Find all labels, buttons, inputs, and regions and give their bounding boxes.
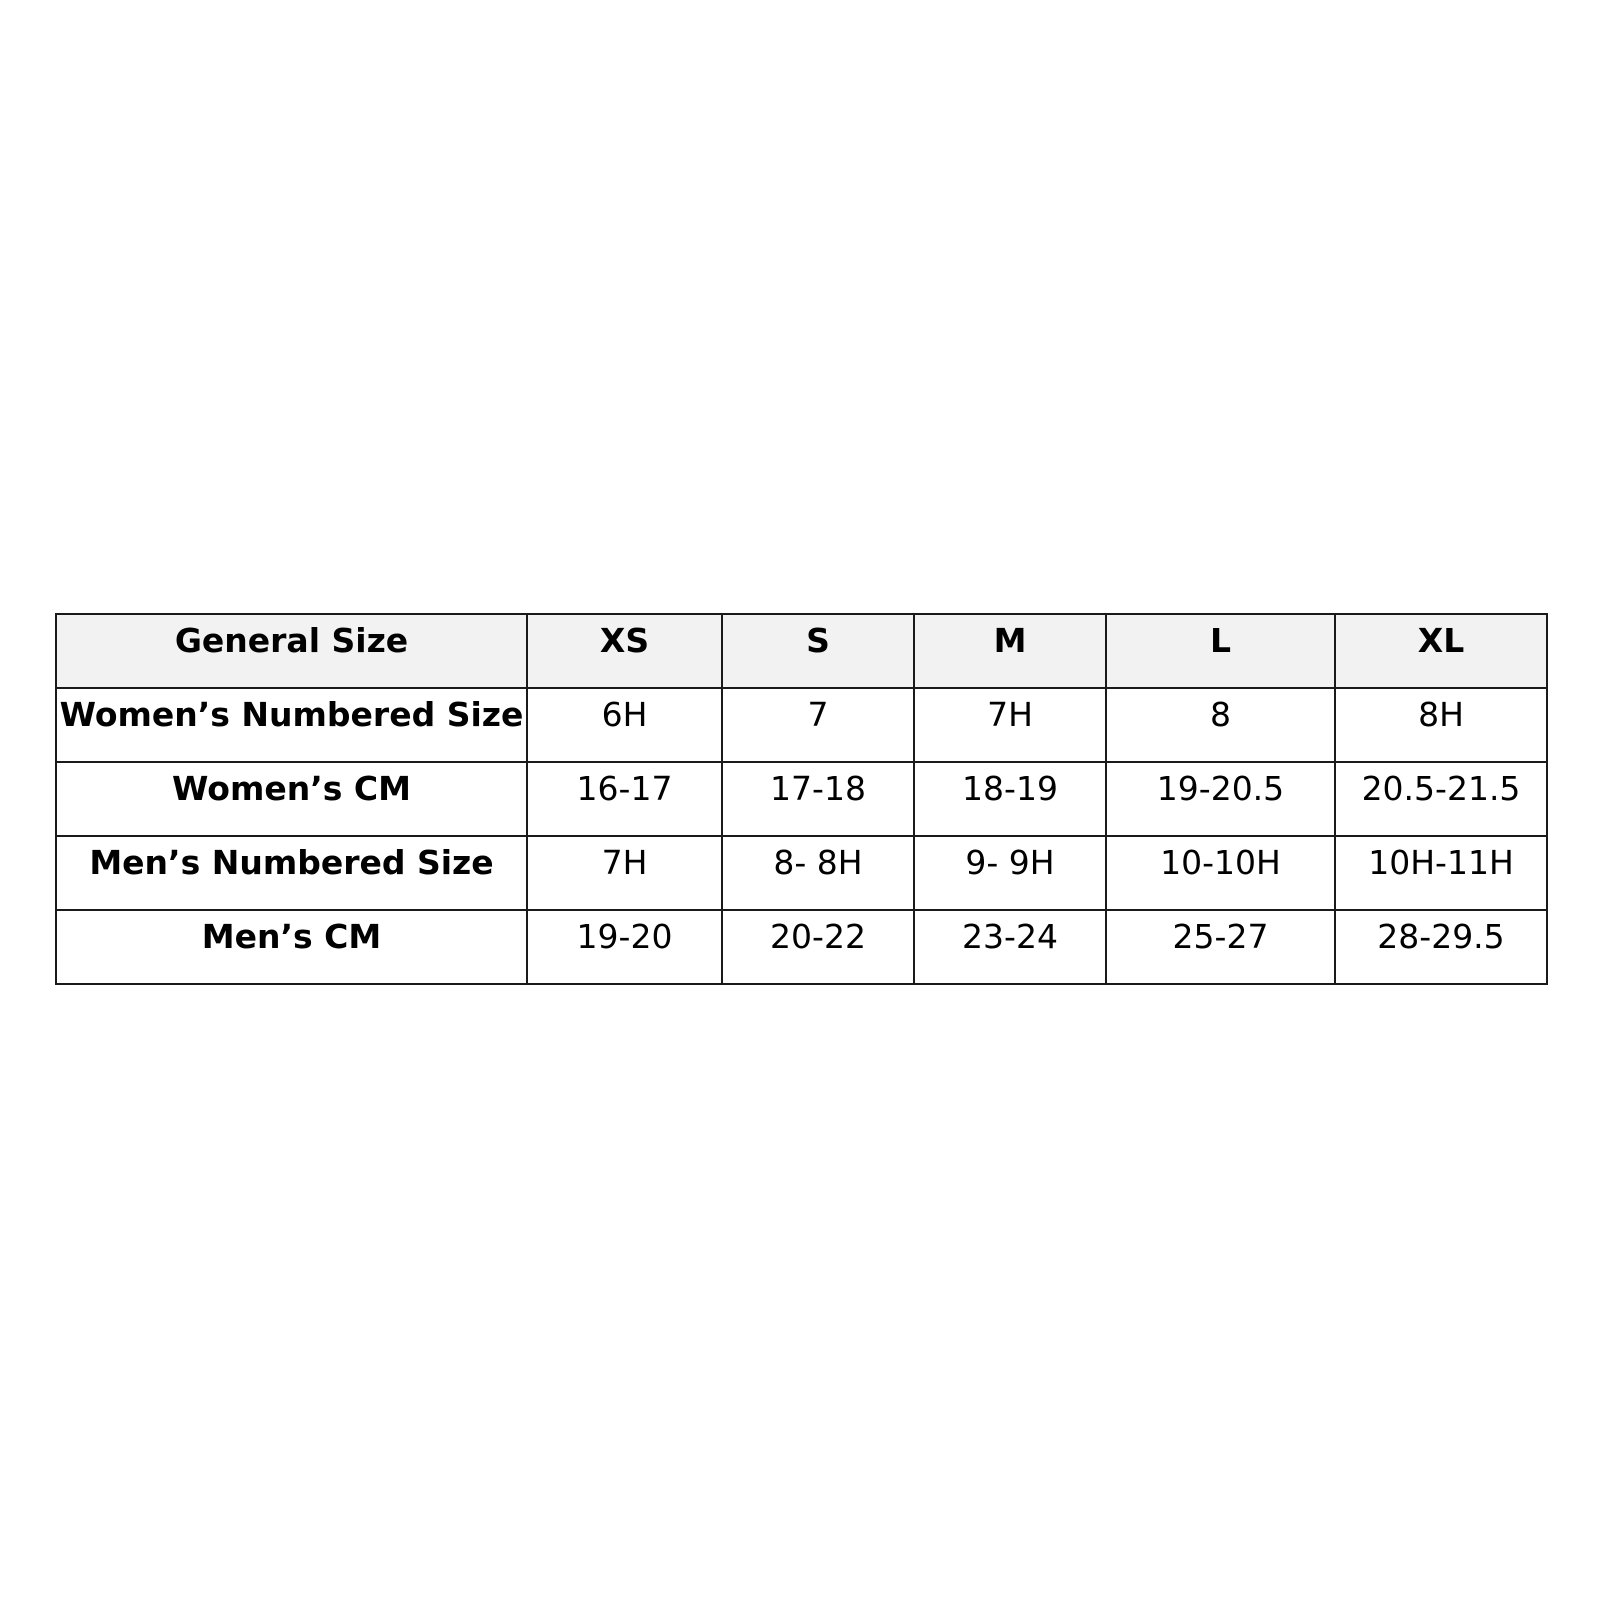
table-cell: 6H [527,688,722,762]
table-cell: 18-19 [914,762,1106,836]
table-row [56,688,1547,762]
table-cell: 7H [527,836,722,910]
table-row [56,910,1547,984]
table-cell: 20.5-21.5 [1335,762,1547,836]
table-cell: 8H [1335,688,1547,762]
table-cell: 20-22 [722,910,914,984]
header-cell-xs: XS [527,614,722,688]
table-cell: 8 [1106,688,1335,762]
table-cell: 10H-11H [1335,836,1547,910]
table-cell: 8- 8H [722,836,914,910]
size-chart-table [55,613,1548,985]
row-label: Men’s Numbered Size [56,836,527,910]
table-cell: 7 [722,688,914,762]
table-cell: 19-20 [527,910,722,984]
row-label: Women’s CM [56,762,527,836]
table-cell: 10-10H [1106,836,1335,910]
table-cell: 23-24 [914,910,1106,984]
header-cell-general-size: General Size [56,614,527,688]
row-label: Women’s Numbered Size [56,688,527,762]
table-row [56,836,1547,910]
table-cell: 19-20.5 [1106,762,1335,836]
header-cell-l: L [1106,614,1335,688]
header-cell-xl: XL [1335,614,1547,688]
header-row [56,614,1547,688]
table-cell: 25-27 [1106,910,1335,984]
header-cell-s: S [722,614,914,688]
table-cell: 7H [914,688,1106,762]
row-label: Men’s CM [56,910,527,984]
table-cell: 17-18 [722,762,914,836]
table-cell: 28-29.5 [1335,910,1547,984]
table-cell: 16-17 [527,762,722,836]
table-cell: 9- 9H [914,836,1106,910]
header-cell-m: M [914,614,1106,688]
table-row [56,762,1547,836]
